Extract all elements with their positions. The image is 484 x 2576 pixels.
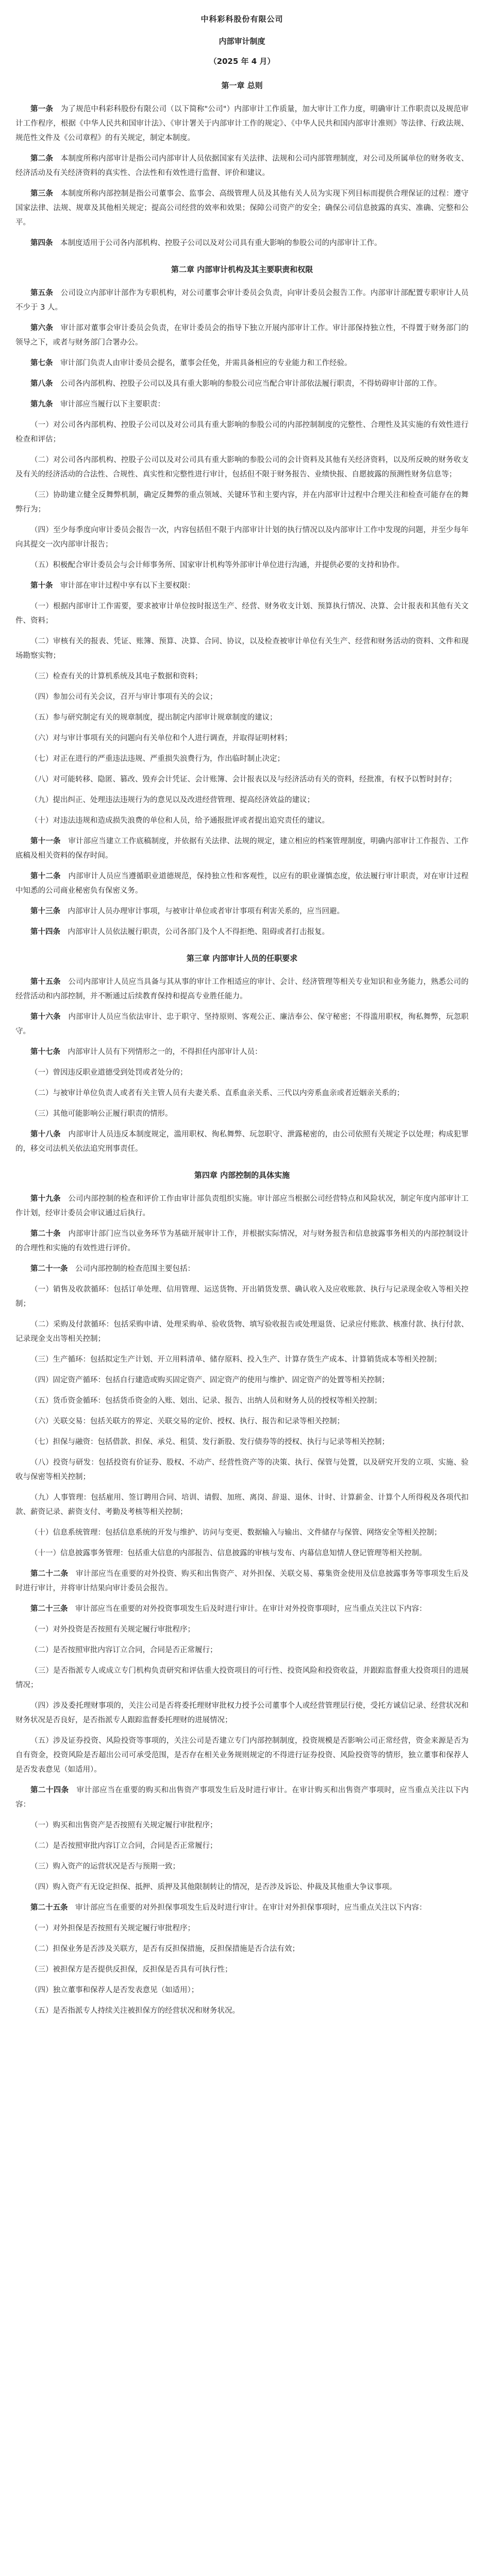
- article-paragraph: [15, 731, 469, 745]
- article-paragraph: [15, 1622, 469, 1637]
- article-text: 内部审计人员应当依法审计、忠于职守、坚持原则、客观公正、廉洁奉公、保守秘密；不得滥用职权，徇私舞弊，玩忽职守。: [15, 1013, 469, 1036]
- article-number: 第十二条: [30, 872, 61, 880]
- article-number: 第十三条: [30, 907, 60, 916]
- article-number: 第十一条: [30, 837, 61, 845]
- article-text: 审计部应当在重要的购买和出售资产事项发生后及时进行审计。在审计购买和出售资产事项时，应当重点关注以下内容：: [15, 1786, 469, 1809]
- article-number: 第十五条: [30, 978, 61, 986]
- article-paragraph: [15, 1490, 469, 1519]
- article-text: （二）审核有关的报表、凭证、账簿、预算、决算、合同、协议，以及检查被审计单位有关生产、经营和财务活动的资料、文件和现场勘察实物；: [15, 637, 469, 660]
- chapter-heading: 第三章 内部审计人员的任职要求: [186, 954, 298, 963]
- article-number: 第十八条: [30, 1130, 61, 1139]
- article-paragraph: [15, 2004, 469, 2018]
- article-paragraph: [15, 321, 469, 350]
- article-paragraph: [15, 1699, 469, 1727]
- article-paragraph: [15, 772, 469, 787]
- article-text: 本制度所称内部审计是指公司内部审计人员依据国家有关法律、法规和公司内部管理制度，对公司及所属单位的财务收支、经济活动及有关经济资料的真实性、合法性和有效性进行监督、评价和建议。: [15, 155, 469, 177]
- article-text: （一）曾因违反职业道德受到处罚或者处分的；: [30, 1069, 188, 1077]
- article-paragraph: [15, 1526, 469, 1540]
- article-paragraph: [15, 669, 469, 684]
- article-paragraph: [15, 975, 469, 1004]
- article-text: （六）关联交易：包括关联方的界定、关联交易的定价、授权、执行、报告和记录等相关控制；: [30, 1417, 344, 1426]
- article-number: 第二十五条: [30, 1904, 68, 1912]
- chapter-heading: 第二章 内部审计机构及其主要职责和权限: [171, 265, 313, 274]
- article-number: 第十九条: [30, 1195, 61, 1203]
- article-paragraph: [15, 1227, 469, 1256]
- article-text: （十）信息系统管理：包括信息系统的开发与维护、访问与变更、数据输入与输出、文件储存与保管、网络安全等相关控制；: [30, 1529, 442, 1537]
- article-paragraph: [15, 579, 469, 593]
- article-number: 第十六条: [30, 1013, 61, 1021]
- document-date: （2025 年 4 月）: [209, 57, 275, 66]
- article-paragraph: [15, 1664, 469, 1692]
- article-number: 第九条: [30, 400, 53, 409]
- article-text: （二）采购及付款循环：包括采购申请、处理采购单、验收货物、填写验收报告或处理退货、记录应付账款、核准付款、执行付款、记录现金支出等相关控制；: [15, 1320, 469, 1343]
- article-paragraph: [15, 102, 469, 145]
- article-text: 内部审计部门应当以业务环节为基础开展审计工作，并根据实际情况，对与财务报告和信息披露事务相关的内部控制设计的合理性和实施的有效性进行评价。: [15, 1230, 469, 1252]
- article-text: （三）检查有关的计算机系统及其电子数据和资料；: [30, 672, 203, 681]
- article-text: 内部审计人员有下列情形之一的，不得担任内部审计人员：: [68, 1048, 262, 1056]
- article-text: （三）协助建立健全反舞弊机制，确定反舞弊的重点领域、关键环节和主要内容，并在内部审计过程中合理关注和检查可能存在的舞弊行为；: [15, 491, 469, 514]
- article-paragraph: [15, 151, 469, 180]
- article-text: （一）对外投资是否按照有关规定履行审批程序；: [30, 1625, 195, 1634]
- article-paragraph: [15, 793, 469, 807]
- article-paragraph: [15, 1839, 469, 1853]
- article-text: （二）是否按照审批内容订立合同，合同是否正常履行；: [30, 1646, 218, 1654]
- article-paragraph: [15, 1942, 469, 1956]
- article-text: （八）投资与研发：包括投资有价证券、股权、不动产、经营性资产等的决策、执行、保管与处置，以及研究开发的立项、实施、验收与保密等相关控制；: [15, 1459, 469, 1481]
- article-text: 为了规范中科彩科股份有限公司（以下简称"公司"）内部审计工作质量，加大审计工作力度，明确审计工作职责以及规范审计工作程序，根据《中华人民共和国审计法》、《审计署关于内部审计工作的规定》、《中华人民共和国内部审计准则》等法律、行政法规、规范性文件及《公司章程》的有关规定，制定本制度。: [15, 105, 469, 142]
- article-text: 本制度所称内部控制是指公司董事会、监事会、高级管理人员及其他有关人员为实现下列目标而提供合理保证的过程：遵守国家法律、法规、规章及其他相关规定；提高公司经营的效率和效果；保障公司资产的安全；确保公司信息披露的真实、准确、完整和公平。: [15, 190, 469, 227]
- article-paragraph: [15, 752, 469, 766]
- article-paragraph: [15, 1818, 469, 1833]
- article-paragraph: [15, 1901, 469, 1915]
- article-text: 内部审计人员依法履行职责，公司各部门及个人不得拒绝、阻碍或者打击报复。: [68, 928, 329, 936]
- article-paragraph: [15, 1373, 469, 1387]
- article-text: （五）涉及证券投资、风险投资等事项的，关注公司是否建立专门内部控制制度，投资规模是否影响公司正常经营，资金来源是否为自有资金，投资风险是否超出公司可承受范围，是否存在相关业务规则规定的不得进行证券投资、风险投资等的情形，独立董事和保荐人是否发表意见（如适用）。: [15, 1737, 469, 1774]
- article-text: （七）对正在进行的严重违法违规、严重损失浪费行为，作出临时制止决定；: [30, 755, 285, 763]
- article-number: 第二十二条: [30, 1570, 69, 1578]
- article-number: 第四条: [30, 239, 53, 247]
- article-text: （五）参与研究制定有关的规章制度，提出制定内部审计规章制度的建议；: [30, 714, 277, 722]
- article-paragraph: [15, 558, 469, 572]
- article-text: 内部审计人员应当遵循职业道德规范，保持独立性和客观性，以应有的职业谨慎态度，依法履行审计职责，对在审计过程中知悉的公司商业秘密负有保密义务。: [15, 872, 469, 895]
- article-text: 审计部对董事会审计委员会负责，在审计委员会的指导下独立开展内部审计工作。审计部保持独立性，不得置于财务部门的领导之下，或者与财务部门合署办公。: [15, 324, 469, 347]
- article-paragraph: [15, 1546, 469, 1561]
- article-paragraph: [15, 1435, 469, 1449]
- article-number: 第八条: [30, 380, 53, 388]
- article-text: 内部审计人员违反本制度规定，滥用职权、徇私舞弊、玩忽职守、泄露秘密的，由公司依照有关规定予以处理；构成犯罪的，移交司法机关依法追究刑事责任。: [15, 1130, 469, 1153]
- article-text: 审计部应当建立工作底稿制度，并依据有关法律、法规的规定，建立相应的档案管理制度，明确内部审计工作报告、工作底稿及相关资料的保存时间。: [15, 837, 469, 860]
- article-text: （一）销售及收款循环：包括订单处理、信用管理、运送货物、开出销货发票、确认收入及应收账款、执行与记录现金收入等相关控制；: [15, 1285, 469, 1308]
- article-paragraph: [15, 904, 469, 919]
- article-text: （二）对公司各内部机构、控股子公司以及对公司具有重大影响的参股公司的会计资料及其他有关经济资料，以及所反映的财务收支及有关的经济活动的合法性、合规性、真实性和完整性进行审计，包括但不限于财务报告、业绩快报、自愿披露的预测性财务信息等；: [15, 456, 469, 479]
- article-text: （二）担保业务是否涉及关联方，是否有反担保措施，反担保措施是否合法有效；: [30, 1945, 299, 1953]
- article-paragraph: [15, 1602, 469, 1616]
- article-number: 第十七条: [30, 1048, 60, 1056]
- article-text: 公司内部审计人员应当具备与其从事的审计工作相适应的审计、会计、经济管理等相关专业知识和业务能力，熟悉公司的经营活动和内部控制，并不断通过后续教育保持和提高专业胜任能力。: [15, 978, 469, 1001]
- article-paragraph: [15, 925, 469, 939]
- article-paragraph: [15, 690, 469, 704]
- article-paragraph: [15, 1643, 469, 1657]
- article-text: 公司设立内部审计部作为专职机构，对公司董事会审计委员会负责，向审计委员会报告工作。内部审计部配置专职审计人员不少于 3 人。: [15, 289, 469, 312]
- article-paragraph: [15, 488, 469, 517]
- article-paragraph: [15, 1734, 469, 1777]
- article-text: 审计部应当在重要的对外投资、购买和出售资产、对外担保、关联交易、募集资金使用及信息披露事务等事项发生后及时进行审计，并将审计结果向审计委员会报告。: [15, 1570, 469, 1592]
- article-text: （九）人事管理：包括雇用、签订聘用合同、培训、请假、加班、离岗、辞退、退休、计时、计算薪金、计算个人所得税及各项代扣款、薪资记录、薪资支付、考勤及考核等相关控制；: [15, 1494, 469, 1516]
- article-paragraph: [15, 1352, 469, 1367]
- article-number: 第二十一条: [30, 1265, 68, 1273]
- article-text: （六）对与审计事项有关的问题向有关单位和个人进行调查，并取得证明材料；: [30, 734, 292, 742]
- article-text: （三）被担保方是否提供反担保，反担保是否具有可执行性；: [30, 1965, 232, 1974]
- article-text: 审计部在审计过程中享有以下主要权限：: [60, 582, 195, 590]
- article-paragraph: [15, 187, 469, 230]
- article-number: 第六条: [30, 324, 53, 332]
- company-name: 中科彩科股份有限公司: [201, 14, 283, 24]
- article-text: 本制度适用于公司各内部机构、控股子公司以及对公司具有重大影响的参股公司的内部审计工作。: [60, 239, 382, 247]
- article-text: （四）涉及委托理财事项的，关注公司是否将委托理财审批权力授予公司董事个人或经营管理层行使，受托方诚信记录、经营状况和财务状况是否良好，是否指派专人跟踪监督委托理财的进展情况；: [15, 1702, 469, 1724]
- article-text: （四）参加公司有关会议，召开与审计事项有关的会议；: [30, 693, 218, 701]
- article-text: （五）积极配合审计委员会与会计师事务所、国家审计机构等外部审计单位进行沟通，并提供必要的支持和协作。: [30, 561, 404, 569]
- article-paragraph: [15, 1394, 469, 1408]
- article-text: （一）购买和出售资产是否按照有关规定履行审批程序；: [30, 1821, 218, 1829]
- article-text: （九）提出纠正、处理违法违规行为的意见以及改进经营管理、提高经济效益的建议；: [30, 796, 314, 804]
- article-text: （七）担保与融资：包括借款、担保、承兑、租赁、发行新股、发行债券等的授权、执行与记录等相关控制；: [30, 1438, 389, 1446]
- article-paragraph: [15, 1962, 469, 1977]
- article-paragraph: [15, 1983, 469, 1997]
- article-paragraph: [15, 1086, 469, 1100]
- article-text: 公司内部控制的检查和评价工作由审计部负责组织实施。审计部应当根据公司经营特点和风险状况，制定年度内部审计工作计划，经审计委员会审议通过后执行。: [15, 1195, 469, 1217]
- article-text: 公司内部控制的检查范围主要包括：: [75, 1265, 195, 1273]
- article-paragraph: [15, 1282, 469, 1311]
- article-paragraph: [15, 1414, 469, 1429]
- article-text: 内部审计人员办理审计事项，与被审计单位或者审计事项有利害关系的，应当回避。: [68, 907, 344, 916]
- article-paragraph: [15, 1045, 469, 1059]
- article-paragraph: [15, 286, 469, 315]
- article-paragraph: [15, 834, 469, 863]
- article-paragraph: [15, 710, 469, 725]
- article-text: （二）是否按照审批内容订立合同，合同是否正常履行；: [30, 1842, 218, 1850]
- article-text: （一）对外担保是否按照有关规定履行审批程序；: [30, 1924, 195, 1933]
- article-paragraph: [15, 453, 469, 482]
- article-number: 第二十条: [30, 1230, 61, 1238]
- article-paragraph: [15, 814, 469, 828]
- document-body: [15, 80, 469, 2018]
- article-paragraph: [15, 1010, 469, 1039]
- article-paragraph: [15, 1783, 469, 1812]
- article-paragraph: [15, 1859, 469, 1874]
- article-paragraph: [15, 377, 469, 391]
- article-paragraph: [15, 236, 469, 250]
- article-text: 审计部应当在重要的对外担保事项发生后及时进行审计。在审计对外担保事项时，应当重点关注以下内容：: [75, 1904, 427, 1912]
- article-paragraph: [15, 599, 469, 628]
- article-paragraph: [15, 1455, 469, 1484]
- article-number: 第二十四条: [30, 1786, 69, 1794]
- article-text: 公司各内部机构、控股子公司以及具有重大影响的参股公司应当配合审计部依法履行职责，不得妨碍审计部的工作。: [60, 380, 442, 388]
- document-title: 内部审计制度: [219, 37, 265, 46]
- article-paragraph: [15, 523, 469, 552]
- article-text: （四）至少每季度向审计委员会报告一次，内容包括但不限于内部审计计划的执行情况以及内部审计工作中发现的问题，并至少每年向其提交一次内部审计报告；: [15, 526, 469, 549]
- chapter-heading: 第四章 内部控制的具体实施: [194, 1171, 290, 1180]
- article-text: （一）对公司各内部机构、控股子公司以及对公司具有重大影响的参股公司的内部控制制度的完整性、合理性及其实施的有效性进行检查和评估；: [15, 421, 469, 444]
- article-text: （十一）信息披露事务管理：包括重大信息的内部报告、信息披露的审核与发布、内幕信息知情人登记管理等相关控制。: [30, 1549, 427, 1557]
- article-paragraph: [15, 1127, 469, 1156]
- article-text: （一）根据内部审计工作需要，要求被审计单位按时报送生产、经营、财务收支计划、预算执行情况、决算、会计报表和其他有关文件、资料；: [15, 602, 469, 625]
- article-text: （三）其他可能影响公正履行职责的情形。: [30, 1110, 173, 1118]
- article-paragraph: [15, 1192, 469, 1221]
- article-paragraph: [15, 634, 469, 663]
- article-paragraph: [15, 397, 469, 412]
- article-text: 审计部应当履行以下主要职责：: [60, 400, 165, 409]
- article-paragraph: [15, 1317, 469, 1346]
- article-text: （八）对可能转移、隐匿、篡改、毁弃会计凭证、会计账簿、会计报表以及与经济活动有关的资料，经批准，有权予以暂时封存；: [30, 775, 457, 784]
- article-text: 审计部应当在重要的对外投资事项发生后及时进行审计。在审计对外投资事项时，应当重点关注以下内容：: [75, 1605, 427, 1613]
- article-paragraph: [15, 1880, 469, 1894]
- article-paragraph: [15, 1262, 469, 1276]
- article-number: 第五条: [30, 289, 53, 297]
- article-number: 第十四条: [30, 928, 60, 936]
- article-paragraph: [15, 1567, 469, 1596]
- article-paragraph: [15, 1065, 469, 1080]
- article-text: （三）购入资产的运营状况是否与预期一致；: [30, 1862, 180, 1871]
- article-paragraph: [15, 418, 469, 447]
- article-text: （五）是否指派专人持续关注被担保方的经营状况和财务状况。: [30, 2007, 240, 2015]
- article-text: （三）是否指派专人或成立专门机构负责研究和评估重大投资项目的可行性、投资风险和投资收益，并跟踪监督重大投资项目的进展情况；: [15, 1667, 469, 1689]
- article-text: （二）与被审计单位负责人或者有关主管人员有夫妻关系、直系血亲关系、三代以内旁系血亲或者近姻亲关系的；: [30, 1089, 404, 1097]
- article-number: 第七条: [30, 359, 53, 367]
- article-number: 第三条: [30, 190, 53, 198]
- article-text: （五）货币资金循环：包括货币资金的入账、划出、记录、报告、出纳人员和财务人员的授权等相关控制；: [30, 1397, 382, 1405]
- article-text: （四）固定资产循环：包括自行建造或购买固定资产、固定资产的使用与维护、固定资产的处置等相关控制；: [30, 1376, 389, 1384]
- article-paragraph: [15, 1107, 469, 1121]
- article-text: （四）独立董事和保荐人是否发表意见（如适用）；: [30, 1986, 199, 1994]
- article-paragraph: [15, 1921, 469, 1936]
- article-paragraph: [15, 869, 469, 898]
- article-paragraph: [15, 356, 469, 370]
- article-text: （三）生产循环：包括拟定生产计划、开立用料清单、储存原料、投入生产、计算存货生产成本、计算销货成本等相关控制；: [30, 1355, 442, 1364]
- article-number: 第一条: [30, 105, 54, 113]
- article-text: 审计部门负责人由审计委员会提名，董事会任免，并需具备相应的专业能力和工作经验。: [60, 359, 352, 367]
- article-number: 第二十三条: [30, 1605, 68, 1613]
- article-text: （十）对违法违规和造成损失浪费的单位和人员，给予通报批评或者提出追究责任的建议。: [30, 817, 329, 825]
- article-text: （四）购入资产有无设定担保、抵押、质押及其他限制转让的情况，是否涉及诉讼、仲裁及其他重大争议事项。: [30, 1883, 397, 1891]
- article-number: 第二条: [30, 155, 53, 163]
- chapter-heading: 第一章 总则: [221, 81, 263, 90]
- article-number: 第十条: [30, 582, 53, 590]
